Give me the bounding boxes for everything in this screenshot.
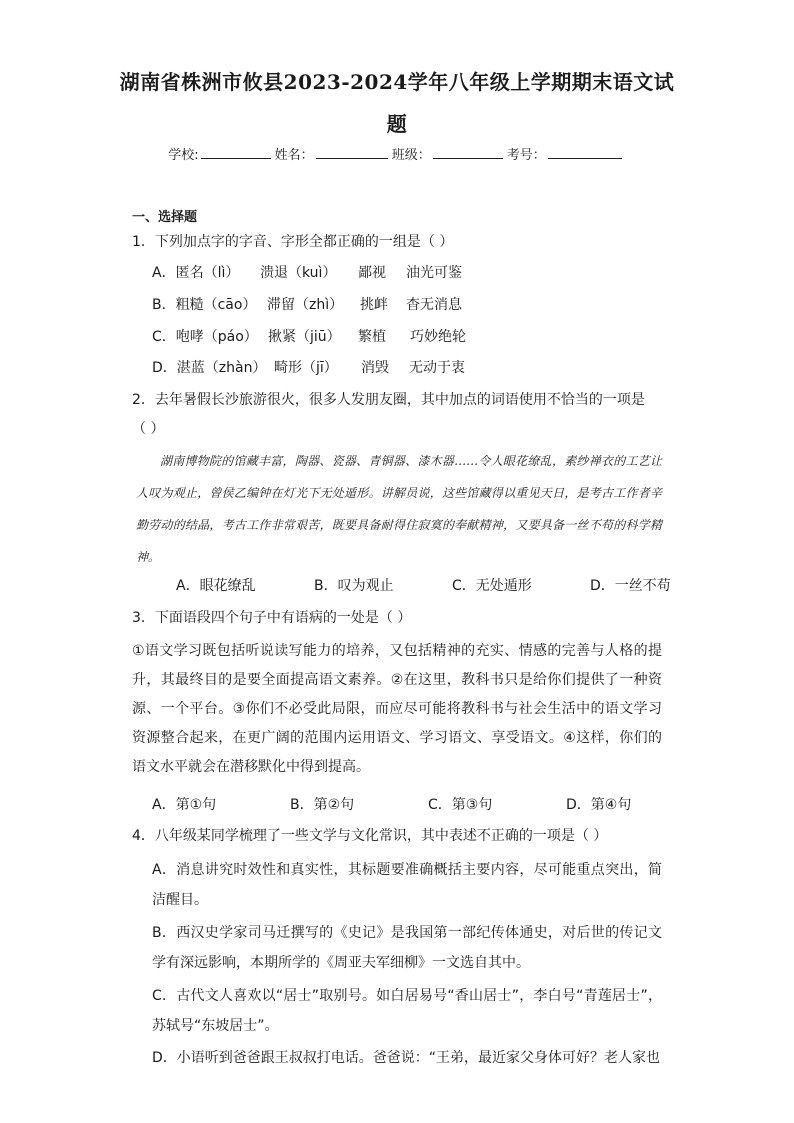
q1-d-word1: D．湛蓝（zhàn） xyxy=(152,360,267,376)
q3-option-a[interactable]: A．第①句 xyxy=(152,797,217,813)
q1-stem: 1．下列加点字的字音、字形全都正确的一组是（ ） xyxy=(132,234,454,250)
q2-option-a[interactable]: A．眼花缭乱 xyxy=(176,578,256,594)
q2-stem-line2: （ ） xyxy=(132,421,165,437)
name-label: 姓名： xyxy=(274,148,314,163)
q2-option-d[interactable]: D．一丝不苟 xyxy=(590,578,671,594)
q4-option-b[interactable]: B．西汉史学家司马迁撰写的《史记》是我国第一部纪传体通史，对后世的传记文学有深远影响，本期所学的《周亚夫军细柳》一文选自其中。 xyxy=(152,925,662,971)
section-heading: 一、选择题 xyxy=(132,210,198,225)
q1-a-word3: 鄙视 xyxy=(358,265,386,281)
q3-option-d[interactable]: D．第④句 xyxy=(566,797,632,813)
school-label: 学校: xyxy=(168,148,199,163)
q1-option-d[interactable] xyxy=(152,358,465,378)
q3-option-b[interactable]: B．第②句 xyxy=(290,797,355,813)
q1-d-word4: 无动于衷 xyxy=(409,360,465,376)
q2-option-c[interactable]: C．无处遁形 xyxy=(452,578,532,594)
q1-a-word2: 溃退（kuì） xyxy=(260,265,337,281)
q4-option-a[interactable]: A．消息讲究时效性和真实性，其标题要准确概括主要内容，尽可能重点突出，简洁醒目。 xyxy=(152,862,662,908)
number-label: 考号： xyxy=(506,148,546,163)
q1-c-word4: 巧妙绝轮 xyxy=(410,329,466,345)
q3-paragraph: ①语文学习既包括听说读写能力的培养，又包括精神的充实、情感的完善与人格的提升，其最终目的是要全面提高语文素养。②在这里，教科书只是给你们提供了一种资源、一个平台。③你们不必受此局限，而应尽可能将教科书与社会生活中的语文学习资源整合起来，在更广阔的范围内运用语文、学习语文、享受语文。④这样，你们的语文水平就会在潜移默化中得到提高。 xyxy=(132,643,662,775)
class-label: 班级： xyxy=(391,148,431,163)
q1-option-c[interactable] xyxy=(152,327,466,347)
q1-option-b[interactable] xyxy=(152,295,462,315)
school-blank[interactable] xyxy=(201,145,271,159)
q4-option-c[interactable]: C．古代文人喜欢以“居士”取别号。如白居易号“香山居士”，李白号“青莲居士”，苏轼号“东坡居士”。 xyxy=(152,988,662,1034)
q1-d-word3: 消毁 xyxy=(361,360,389,376)
student-info-row xyxy=(0,144,794,163)
q2-passage-text: 湖南博物院的馆藏丰富，陶器、瓷器、青铜器、漆木器……令人眼花缭乱，素纱禅衣的工艺让人叹为观止，曾侯乙编钟在灯光下无处遁形。讲解员说，这些馆藏得以重见天日，是考古工作者辛勤劳动的结晶，考古工作非常艰苦，既要具备耐得住寂寞的奉献精神，又要具备一丝不苟的科学精神。 xyxy=(136,454,662,564)
exam-title-line2: 题 xyxy=(386,112,408,136)
exam-title-line1: 湖南省株洲市攸县2023-2024学年八年级上学期期末语文试 xyxy=(119,70,675,94)
q2-option-b[interactable]: B．叹为观止 xyxy=(314,578,394,594)
class-blank[interactable] xyxy=(433,145,503,159)
name-blank[interactable] xyxy=(316,145,388,159)
q1-a-word4: 油光可鉴 xyxy=(406,265,462,281)
q2-passage xyxy=(136,445,662,573)
q4-option-d[interactable]: D．小语听到爸爸跟王叔叔打电话。爸爸说：“王弟，最近家父身体可好？老人家也 xyxy=(152,1050,661,1066)
q1-b-word1: B．粗糙（cāo） xyxy=(152,297,257,313)
number-blank[interactable] xyxy=(548,145,622,159)
q1-a-word1: A．匿名（lì） xyxy=(152,265,240,281)
q2-stem-line1: 2．去年暑假长沙旅游很火，很多人发朋友圈，其中加点的词语使用不恰当的一项是 xyxy=(132,392,645,408)
q1-b-word3: 挑衅 xyxy=(360,297,388,313)
q2-options xyxy=(176,576,728,596)
q1-d-word2: 畸形（jī） xyxy=(274,360,338,376)
q1-c-word2: 揪紧（jiū） xyxy=(268,329,341,345)
q1-b-word4: 杳无消息 xyxy=(406,297,462,313)
q3-stem: 3．下面语段四个句子中有语病的一处是（ ） xyxy=(132,610,412,626)
q1-option-a[interactable] xyxy=(152,263,462,283)
q1-b-word2: 滞留（zhì） xyxy=(267,297,344,313)
q3-options xyxy=(152,795,704,815)
q1-c-word1: C．咆哮（páo） xyxy=(152,329,258,345)
q1-c-word3: 繁植 xyxy=(358,329,386,345)
q3-option-c[interactable]: C．第③句 xyxy=(428,797,493,813)
q4-stem: 4．八年级某同学梳理了一些文学与文化常识，其中表述不正确的一项是（ ） xyxy=(132,828,608,844)
